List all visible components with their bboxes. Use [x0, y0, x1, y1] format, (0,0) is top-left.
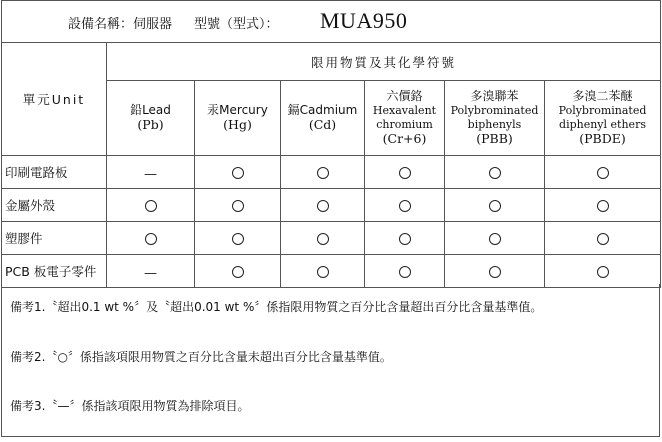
device-name-label: 設備名稱：伺服器 — [68, 17, 173, 32]
circle-mark-icon — [145, 233, 157, 245]
compliance-cell — [445, 255, 545, 288]
rohs-table — [1, 0, 661, 288]
compliance-cell — [281, 222, 365, 255]
compliance-cell — [545, 255, 661, 288]
compliance-cell — [107, 222, 195, 255]
circle-mark-icon — [597, 233, 609, 245]
compliance-cell — [545, 189, 661, 222]
part-name: PCB 板電子零件 — [2, 255, 107, 288]
dash-mark: — — [144, 265, 157, 281]
part-name: 塑膠件 — [2, 222, 107, 255]
substance-header-hg: 汞Mercury (Hg) — [195, 81, 281, 156]
circle-mark-icon — [489, 233, 501, 245]
compliance-cell — [195, 189, 281, 222]
note-1: 備考1.〝超出0.1 wt %〞及〝超出0.01 wt %〞係指限用物質之百分比含量超出百分比含量基準值。 — [10, 300, 543, 314]
circle-mark-icon — [399, 266, 411, 278]
compliance-cell — [365, 156, 445, 189]
compliance-cell — [365, 189, 445, 222]
compliance-cell — [445, 222, 545, 255]
part-name: 印刷電路板 — [2, 156, 107, 189]
model-value: MUA950 — [320, 8, 408, 33]
compliance-cell — [281, 156, 365, 189]
circle-mark-icon — [232, 266, 244, 278]
compliance-cell — [107, 156, 195, 189]
compliance-cell — [107, 255, 195, 288]
header-row — [2, 1, 661, 43]
compliance-cell — [195, 255, 281, 288]
table-row — [2, 222, 661, 255]
circle-mark-icon — [597, 266, 609, 278]
note-2: 備考2.〝○〞係指該項限用物質之百分比含量未超出百分比含量基準值。 — [10, 350, 392, 364]
substance-group-header: 限用物質及其化學符號 — [107, 43, 661, 81]
circle-mark-icon — [232, 200, 244, 212]
circle-mark-icon — [317, 266, 329, 278]
circle-mark-icon — [232, 233, 244, 245]
compliance-cell — [365, 255, 445, 288]
table-row — [2, 255, 661, 288]
circle-mark-icon — [232, 167, 244, 179]
circle-mark-icon — [317, 233, 329, 245]
table-row — [2, 156, 661, 189]
substance-header-cd: 鎘Cadmium (Cd) — [281, 81, 365, 156]
note-3: 備考3.〝—〞係指該項限用物質為排除項目。 — [10, 399, 250, 413]
substance-header-pbb: 多溴聯苯 Polybrominated biphenyls (PBB) — [445, 81, 545, 156]
circle-mark-icon — [399, 167, 411, 179]
unit-header: 單元Unit — [2, 43, 107, 156]
notes-section — [1, 284, 660, 437]
part-name: 金屬外殼 — [2, 189, 107, 222]
circle-mark-icon — [317, 200, 329, 212]
compliance-cell — [107, 189, 195, 222]
compliance-cell — [445, 189, 545, 222]
substance-header-pb: 鉛Lead (Pb) — [107, 81, 195, 156]
dash-mark: — — [144, 166, 157, 182]
compliance-cell — [281, 255, 365, 288]
circle-mark-icon — [317, 167, 329, 179]
compliance-cell — [545, 156, 661, 189]
circle-mark-icon — [399, 200, 411, 212]
substance-header-pbde: 多溴二苯醚 Polybrominated diphenyl ethers (PBDE) — [545, 81, 661, 156]
circle-mark-icon — [399, 233, 411, 245]
circle-mark-icon — [489, 200, 501, 212]
compliance-cell — [445, 156, 545, 189]
circle-mark-icon — [597, 200, 609, 212]
circle-mark-icon — [489, 266, 501, 278]
substance-header-cr6: 六價鉻 Hexavalent chromium (Cr+6) — [365, 81, 445, 156]
circle-mark-icon — [145, 200, 157, 212]
compliance-cell — [195, 222, 281, 255]
compliance-cell — [281, 189, 365, 222]
table-row — [2, 189, 661, 222]
model-label: 型號（型式）： — [194, 17, 279, 32]
circle-mark-icon — [489, 167, 501, 179]
compliance-cell — [195, 156, 281, 189]
compliance-cell — [545, 222, 661, 255]
compliance-cell — [365, 222, 445, 255]
circle-mark-icon — [597, 167, 609, 179]
